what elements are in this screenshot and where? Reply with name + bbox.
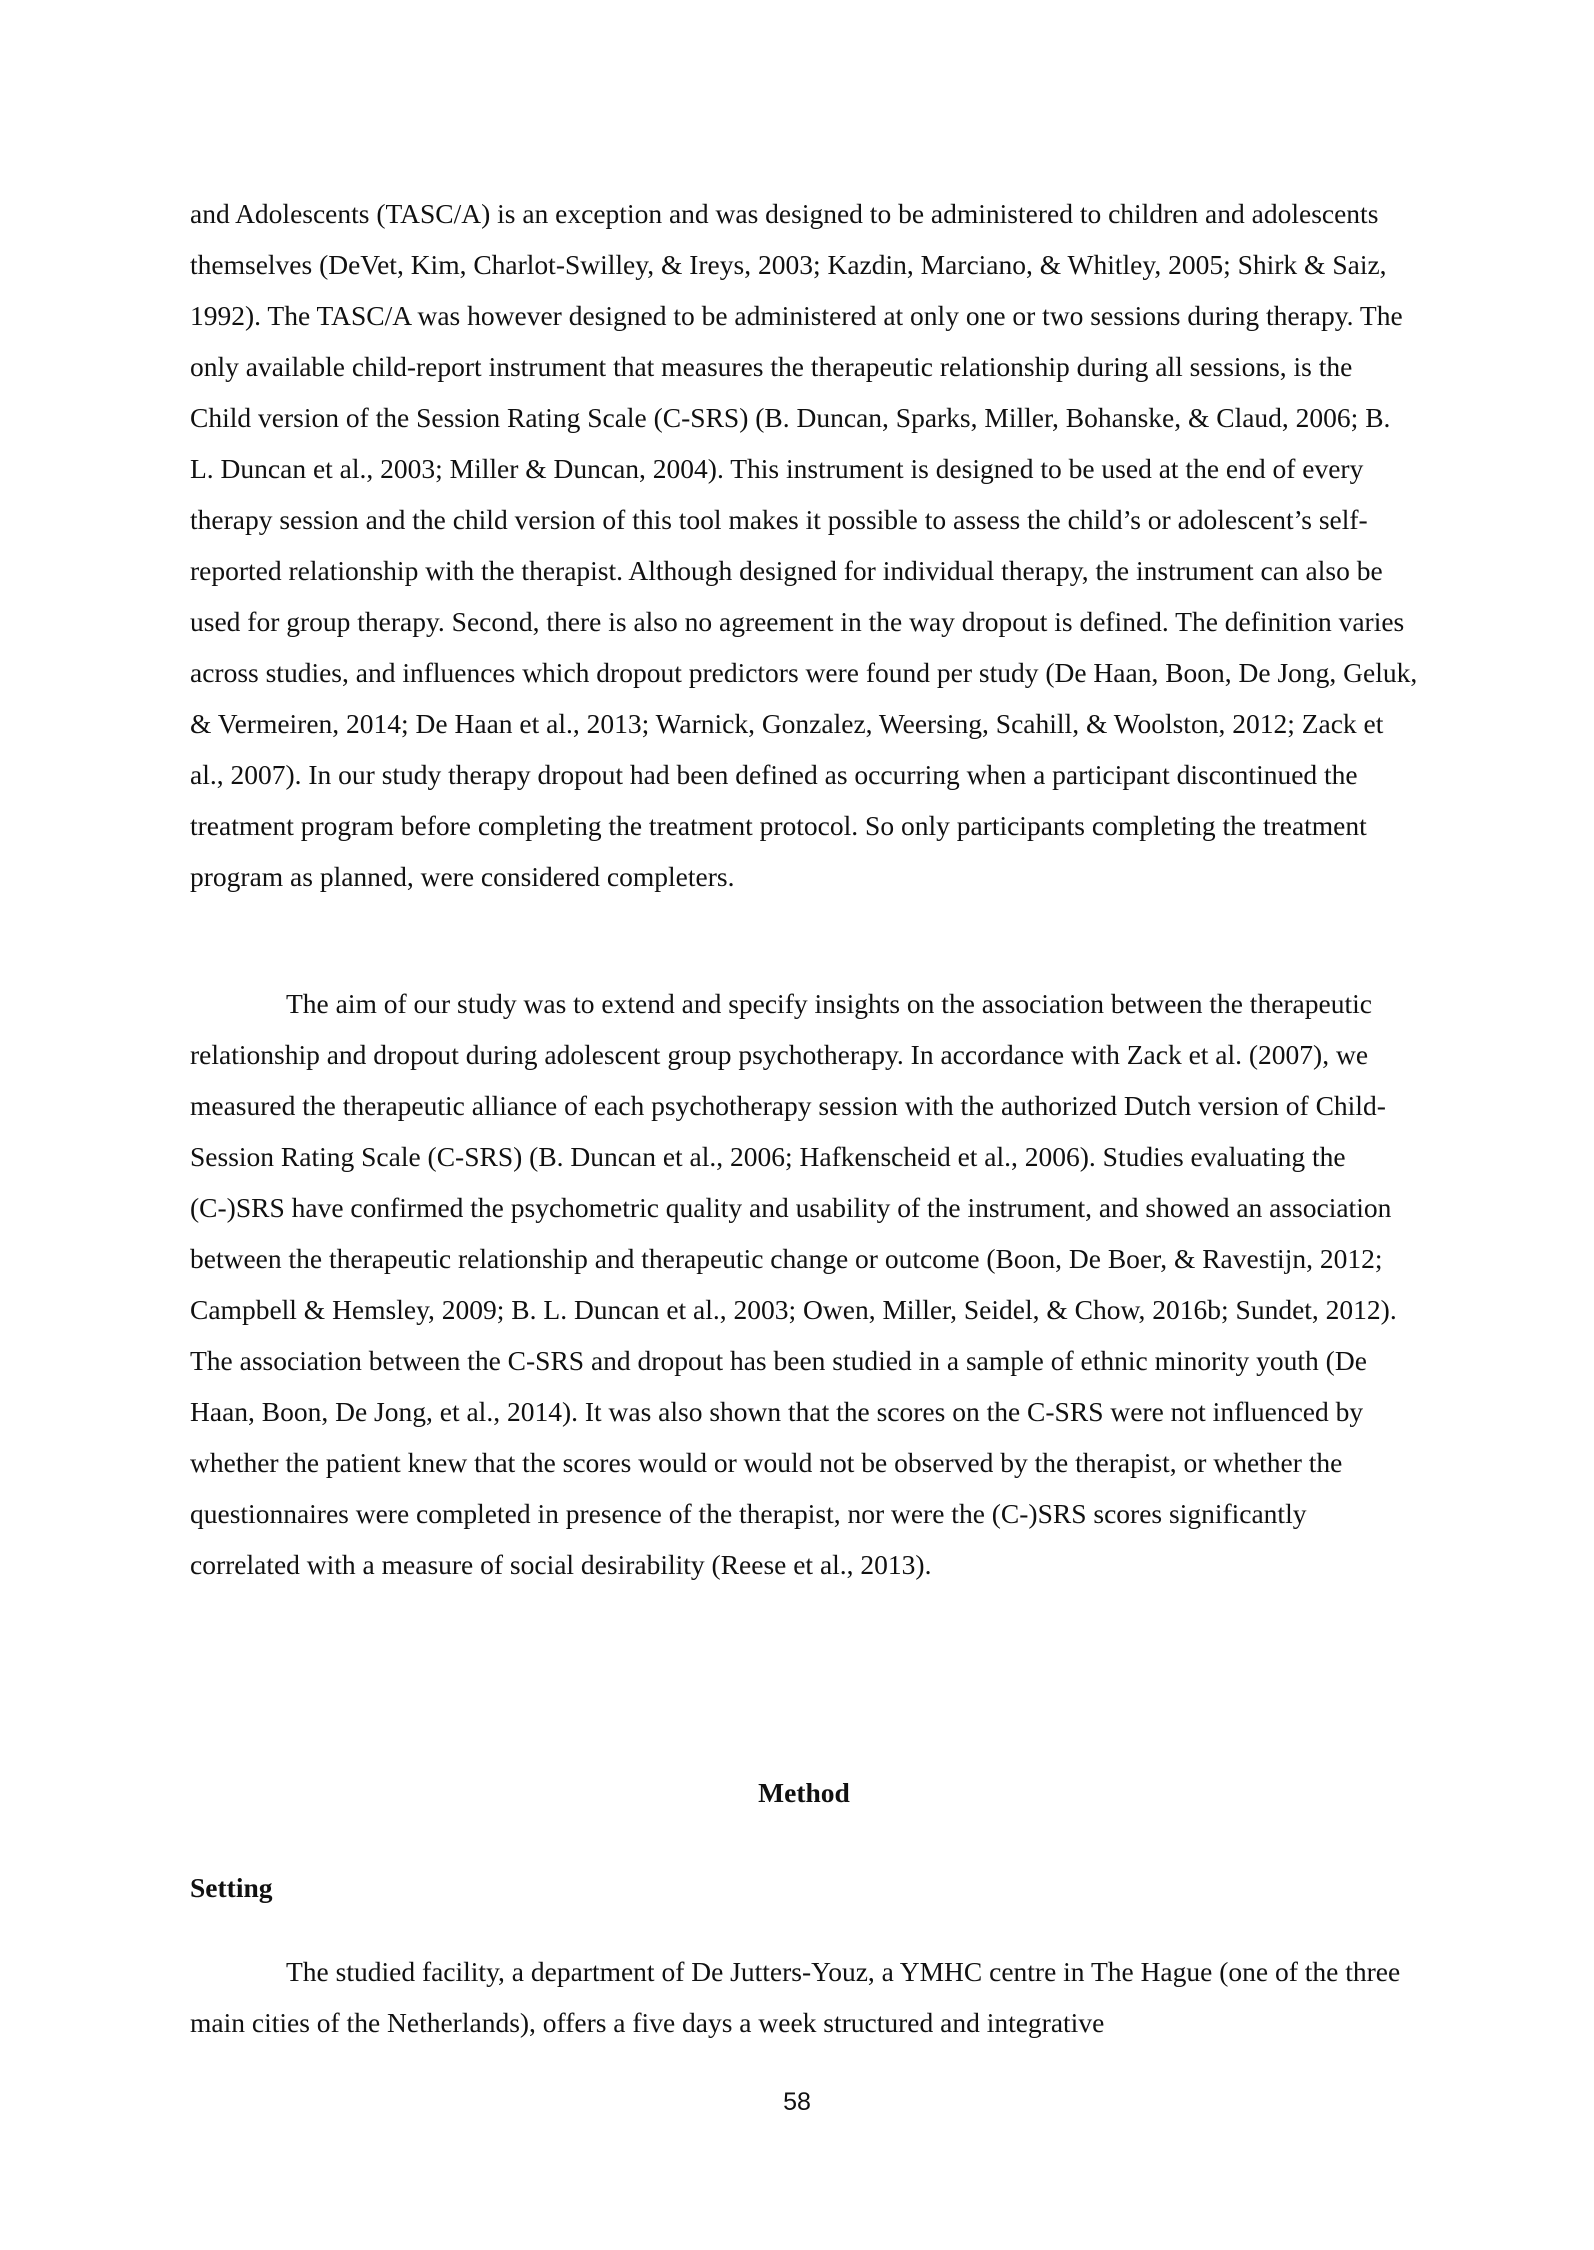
section-heading-method: Method bbox=[758, 1777, 850, 1808]
paragraph-study-aim: The aim of our study was to extend and specify insights on the association between the therapeutic relationship and dropout during adolescent group psychotherapy. In accordance with Zack et al. (2007), we measured the therapeutic alliance of each psychotherapy session with the authorized Dutch version of Child-Session Rating Scale (C-SRS) (B. Duncan et al., 2006; Hafkenscheid et al., 2006). Studies evaluating the (C-)SRS have confirmed the psychometric quality and usability of the instrument, and showed an association between the therapeutic relationship and therapeutic change or outcome (Boon, De Boer, & Ravestijn, 2012; Campbell & Hemsley, 2009; B. L. Duncan et al., 2003; Owen, Miller, Seidel, & Chow, 2016b; Sundet, 2012). The association between the C-SRS and dropout has been studied in a sample of ethnic minority youth (De Haan, Boon, De Jong, et al., 2014). It was also shown that the scores on the C-SRS were not influenced by whether the patient knew that the scores would or would not be observed by the therapist, or whether the questionnaires were completed in presence of the therapist, nor were the (C-)SRS scores significantly correlated with a measure of social desirability (Reese et al., 2013). bbox=[190, 988, 1397, 1580]
paragraph-intro-continued: and Adolescents (TASC/A) is an exception and was designed to be administered to children and adolescents themselves (DeVet, Kim, Charlot-Swilley, & Ireys, 2003; Kazdin, Marciano, & Whitley, 2005; Shirk & Saiz, 1992). The TASC/A was however designed to be administered at only one or two sessions during therapy. The only available child-report instrument that measures the therapeutic relationship during all sessions, is the Child version of the Session Rating Scale (C-SRS) (B. Duncan, Sparks, Miller, Bohanske, & Claud, 2006; B. L. Duncan et al., 2003; Miller & Duncan, 2004). This instrument is designed to be used at the end of every therapy session and the child version of this tool makes it possible to assess the child’s or adolescent’s self-reported relationship with the therapist. Although designed for individual therapy, the instrument can also be used for group therapy. Second, there is also no agreement in the way dropout is defined. The definition varies across studies, and influences which dropout predictors were found per study (De Haan, Boon, De Jong, Geluk, & Vermeiren, 2014; De Haan et al., 2013; Warnick, Gonzalez, Weersing, Scahill, & Woolston, 2012; Zack et al., 2007). In our study therapy dropout had been defined as occurring when a participant discontinued the treatment program before completing the treatment protocol. So only participants completing the treatment program as planned, were considered completers. bbox=[190, 198, 1418, 892]
page-number: 58 bbox=[783, 2088, 811, 2116]
paragraph-setting: The studied facility, a department of De Jutters-Youz, a YMHC centre in The Hague (one of the three main cities of the Netherlands), offers a five days a week structured and integrative bbox=[190, 1956, 1401, 2038]
subsection-heading-setting: Setting bbox=[190, 1872, 273, 1903]
